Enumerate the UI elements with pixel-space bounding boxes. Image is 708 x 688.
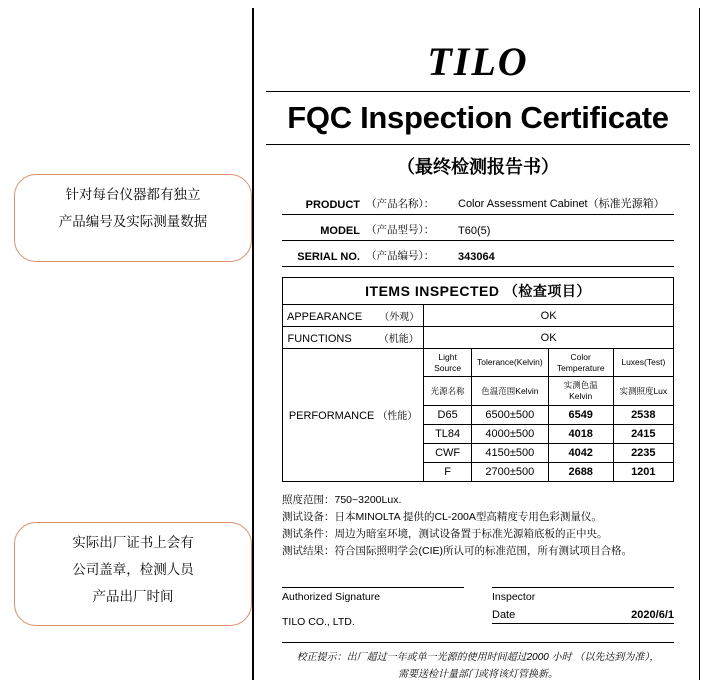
row-label-en: PERFORMANCE	[288, 410, 375, 423]
col-header-luxes: Luxes(Test)	[613, 349, 673, 377]
col-header-luxes-cn: 实测照度Lux	[613, 377, 673, 405]
row-label-appearance	[283, 305, 424, 327]
footer-line: 校正提示：出厂超过一年或单一光源的使用时间超过2000 小时 （以先达到为准），	[296, 651, 660, 663]
inspection-table	[282, 277, 674, 482]
signature-area	[282, 587, 674, 628]
field-label-cn: （产品型号）：	[366, 224, 435, 236]
inspector-block	[492, 587, 674, 628]
row-label-cn: （外观）	[379, 312, 420, 323]
date-label: Date	[492, 608, 516, 621]
authorized-signature-caption: Authorized Signature	[282, 590, 381, 603]
authorized-signature-block	[282, 587, 464, 628]
callout-line: 公司盖章，检测人员	[72, 562, 194, 577]
cell-color-temperature: 2688	[548, 462, 613, 481]
date-row	[492, 609, 674, 624]
footer-line: 需要送检计量部门或将该灯管换新。	[398, 668, 558, 680]
row-label-performance	[283, 349, 424, 482]
callout-line: 实际出厂证书上会有	[72, 535, 194, 550]
footer-divider	[282, 642, 674, 643]
certificate-document	[252, 8, 700, 680]
field-label: SERIAL NO.	[297, 251, 360, 263]
items-inspected-header: ITEMS INSPECTED （检查项目）	[283, 278, 674, 305]
cell-luxes: 2538	[613, 405, 673, 424]
col-header-tolerance-cn: 色温范围Kelvin	[471, 377, 548, 405]
table-row-header	[283, 278, 674, 305]
document-subtitle: （最终检测报告书）	[397, 157, 559, 177]
header-fields	[282, 189, 674, 267]
row-label-cn: （机能）	[378, 334, 419, 345]
divider	[266, 144, 690, 145]
field-value: 343064	[458, 251, 495, 263]
col-header-light-source-cn: 光源名称	[424, 377, 472, 405]
col-header-tolerance: Tolerance(Kelvin)	[471, 349, 548, 377]
cell-light-source: CWF	[424, 443, 472, 462]
cell-light-source: TL84	[424, 424, 472, 443]
cell-luxes: 2235	[613, 443, 673, 462]
cell-light-source: D65	[424, 405, 472, 424]
row-value-appearance: OK	[424, 305, 674, 327]
callout-line: 产品出厂时间	[92, 589, 174, 604]
cell-luxes: 1201	[613, 462, 673, 481]
note-line: 测试条件：周边为暗室环境，测试设备置于标准光源箱底板的正中央。	[282, 528, 608, 541]
field-serial-no	[282, 241, 674, 267]
field-value: Color Assessment Cabinet（标准光源箱）	[458, 198, 665, 210]
cell-color-temperature: 6549	[548, 405, 613, 424]
note-line: 测试设备：日本MINOLTA 提供的CL-200A型高精度专用色彩测量仪。	[282, 510, 602, 523]
field-product	[282, 189, 674, 215]
company-name: TILO CO., LTD.	[282, 615, 355, 628]
inspector-caption: Inspector	[492, 590, 536, 603]
cell-tolerance: 4150±500	[471, 443, 548, 462]
callout-line: 针对每台仪器都有独立	[65, 187, 201, 202]
cell-color-temperature: 4018	[548, 424, 613, 443]
divider	[266, 91, 690, 92]
row-label-cn: （性能）	[377, 411, 418, 423]
row-label-en: APPEARANCE	[287, 311, 363, 323]
cell-tolerance: 2700±500	[471, 462, 548, 481]
table-row-perf-head-en	[283, 349, 674, 377]
cell-tolerance: 6500±500	[471, 405, 548, 424]
signature-line	[282, 587, 464, 588]
table-row	[283, 327, 674, 349]
col-header-light-source: Light Source	[424, 349, 472, 377]
field-label-cn: （产品编号）：	[366, 250, 435, 262]
brand-logo: TILO	[427, 39, 529, 84]
field-value: T60(5)	[458, 225, 491, 237]
row-label-en: FUNCTIONS	[287, 333, 352, 345]
col-header-color-temperature: Color Temperature	[548, 349, 613, 377]
cell-color-temperature: 4042	[548, 443, 613, 462]
callout-line: 产品编号及实际测量数据	[58, 214, 208, 229]
field-label: PRODUCT	[305, 199, 360, 211]
cell-light-source: F	[424, 462, 472, 481]
field-model	[282, 215, 674, 241]
col-header-color-temperature-cn: 实测色温Kelvin	[548, 377, 613, 405]
callout-product-serial	[14, 174, 252, 262]
document-title: FQC Inspection Certificate	[287, 100, 669, 135]
cell-tolerance: 4000±500	[471, 424, 548, 443]
field-label: MODEL	[320, 225, 360, 237]
note-line: 照度范围：750~3200Lux.	[282, 493, 402, 506]
field-label-cn: （产品名称）：	[366, 198, 435, 210]
row-label-functions	[283, 327, 424, 349]
callout-stamp-info	[14, 522, 252, 626]
date-value: 2020/6/1	[631, 608, 674, 621]
footer-note	[278, 649, 678, 683]
signature-line	[492, 587, 674, 588]
notes-block	[282, 492, 674, 561]
table-row	[283, 305, 674, 327]
row-value-functions: OK	[424, 327, 674, 349]
cell-luxes: 2415	[613, 424, 673, 443]
note-line: 测试结果：符合国际照明学会(CIE)所认可的标准范围，所有测试项目合格。	[282, 545, 632, 558]
